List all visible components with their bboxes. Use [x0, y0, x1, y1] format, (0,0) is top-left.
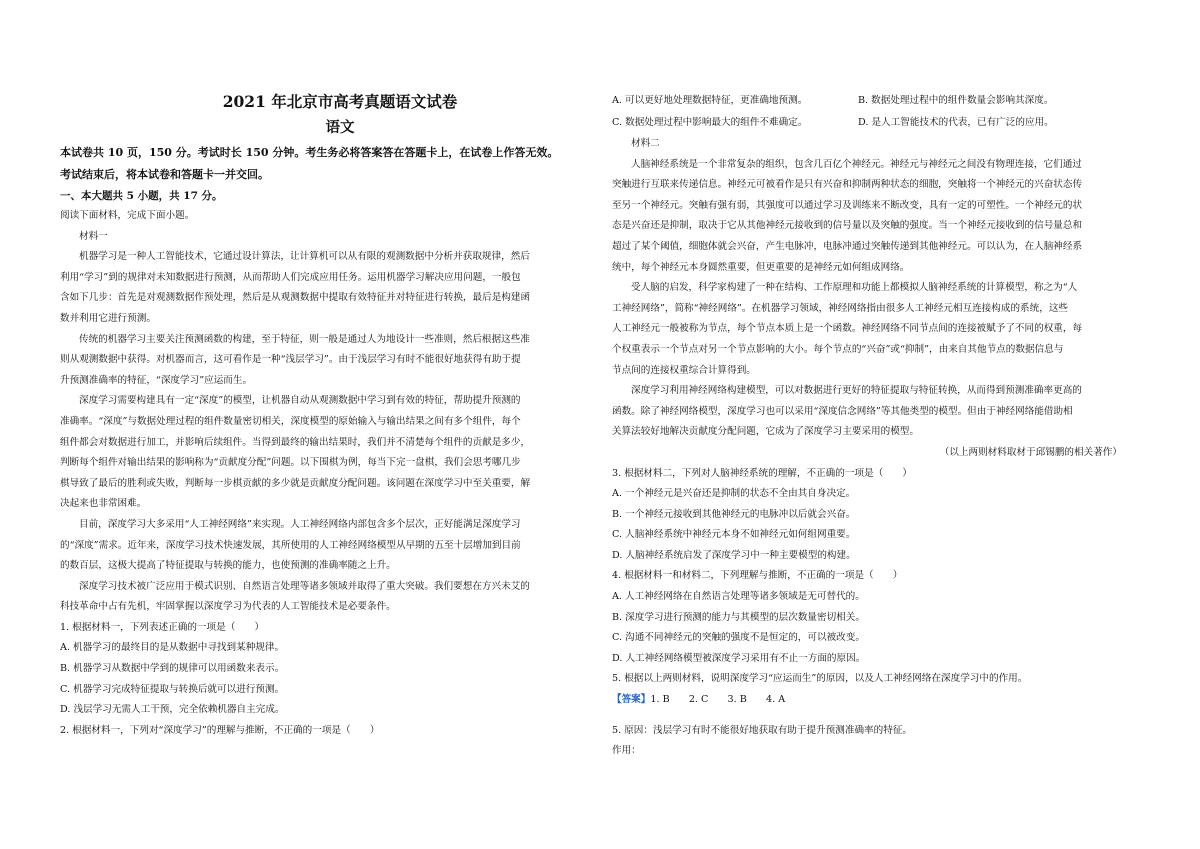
question-2-options-row	[612, 90, 1128, 112]
question-1-stem: 1. 根据材料一，下列表述正确的一项是（ ）	[60, 621, 265, 633]
question-2-option: A. 可以更好地处理数据特征，更准确地预测。	[612, 95, 808, 106]
answer-line	[612, 690, 1128, 711]
section-heading: 一、本大题共 5 小题，共 17 分。	[60, 190, 223, 202]
question-1-option: A. 机器学习的最终目的是从数据中寻找到某种规律。	[60, 642, 285, 654]
material-one-line: 深度学习技术被广泛应用于模式识别、自然语言处理等诸多领域并取得了重大突破。我们要想在方兴未艾的	[79, 580, 530, 592]
question-4-option: D. 人工神经网络模型被深度学习采用有不止一方面的原因。	[612, 652, 866, 664]
material-one-line: 准确率。“深度”与数据处理过程的组件数量密切相关，深度模型的原始输入与输出结果之间有多个组件，每个	[60, 415, 521, 427]
exam-notice-2: 考试结束后，将本试卷和答题卡一并交回。	[60, 168, 269, 181]
material-one-line: 传统的机器学习主要关注预测函数的构建，至于特征，则一般是通过人为地设计一些准则，然后根据这些准	[79, 333, 530, 345]
material-two-line: 人脑神经系统是一个非常复杂的组织，包含几百亿个神经元。神经元与神经元之间没有物理连接，它们通过	[631, 158, 1082, 170]
material-two-line: 态是兴奋还是抑制，取决于它从其他神经元接收到的信号量以及突触的强度。当一个神经元接收到的信号量总和	[612, 220, 1083, 232]
question-3-option: D. 人脑神经系统启发了深度学习中一种主要模型的构建。	[612, 549, 856, 561]
material-two-line: 节点间的连接权重综合计算得到。	[612, 364, 756, 376]
material-one-line: 机器学习是一种人工智能技术，它通过设计算法，让计算机可以从有限的观测数据中分析并获取规律，然后	[79, 251, 530, 263]
material-one-line: 深度学习需要构建具有一定“深度”的模型，让机器自动从观测数据中学习到有效的特征，帮助提升预测的	[79, 395, 521, 407]
material-two-line: 超过了某个阈值，细胞体就会兴奋，产生电脉冲，电脉冲通过突触传递到其他神经元。可以认为，在人脑神经系	[612, 240, 1083, 252]
answer-5-reason: 5. 原因：浅层学习有时不能很好地获取有助于提升预测准确率的特征。	[612, 724, 913, 736]
spacer	[612, 711, 1128, 721]
question-4-option: C. 沟通不同神经元的突触的强度不是恒定的，可以被改变。	[612, 632, 865, 644]
question-3-option: C. 人脑神经系统中神经元本身不如神经元如何组网重要。	[612, 529, 856, 541]
material-one-label: 材料一	[79, 230, 108, 242]
material-one-line: 决起来也非常困难。	[60, 498, 147, 510]
question-1-option: C. 机器学习完成特征提取与转换后就可以进行预测。	[60, 683, 285, 695]
material-one-line: 升预测准确率的特征，“深度学习”应运而生。	[60, 374, 253, 386]
answer-tag: 【答案】	[612, 694, 651, 706]
right-column	[612, 90, 1128, 762]
material-two-line: 统中，每个神经元本身圆然重要，但更重要的是神经元如何组成网络。	[612, 261, 910, 273]
material-source: （以上两则材料取材于邱锡鹏的相关著作）	[939, 446, 1122, 458]
question-3-option: A. 一个神经元是兴奋还是抑制的状态不全由其自身决定。	[612, 488, 856, 500]
material-two-line: 工神经网络”，简称“神经网络”。在机器学习领域，神经网络指由很多人工神经元相互连接构成的系统，这些	[612, 302, 1069, 314]
material-two-line: 深度学习利用神经网络构建模型，可以对数据进行更好的特征提取与特征转换，从而得到预测准确率更高的	[631, 385, 1082, 397]
question-2-option: D. 是人工智能技术的代表，已有广泛的应用。	[858, 117, 1054, 128]
material-one-line: 含如下几步：首先是对观测数据作预处理，然后是从观测数据中提取有效特征并对特征进行转换，最后是构建函	[60, 292, 531, 304]
question-2-option: B. 数据处理过程中的组件数量会影响其深度。	[858, 95, 1054, 106]
question-1-option: B. 机器学习从数据中学到的规律可以用函数来表示。	[60, 663, 285, 675]
material-one-line: 组件都会对数据进行加工，并影响后续组件。当得到最终的输出结果时，我们并不清楚每个组件的贡献是多少，	[60, 436, 531, 448]
question-5-stem: 5. 根据以上两则材料，说明深度学习“应运而生”的原因，以及人工神经网络在深度学习中的作用。	[612, 673, 1028, 685]
material-one-line: 的“深度”需求。近年来，深度学习技术快速发展，其所使用的人工神经网络模型从早期的五至十层增加到目前	[60, 539, 521, 551]
material-two-label: 材料二	[631, 138, 660, 149]
question-4-option: B. 深度学习进行预测的能力与其模型的层次数量密切相关。	[612, 611, 865, 623]
left-column	[60, 90, 600, 741]
material-two-line: 至另一个神经元。突触有强有弱，其强度可以通过学习及训练来不断改变，具有一定的可塑性。一个神经元的状	[612, 199, 1083, 211]
material-one-line: 棋导致了最后的胜利或失败，判断每一步棋贡献的多少就是贡献度分配问题。该问题在深度学习中至关重要，解	[60, 477, 531, 489]
question-1-option: D. 浅层学习无需人工干预，完全依赖机器自主完成。	[60, 704, 285, 716]
material-one-line: 科技革命中占有先机，牢固掌握以深度学习为代表的人工智能技术是必要条件。	[60, 601, 396, 613]
material-one-line: 目前，深度学习大多采用“人工神经网络”来实现。人工神经网络内部包含多个层次，正好能满足深度学习	[79, 518, 521, 530]
material-two-line: 突触进行互联来传递信息。神经元可被看作是只有兴奋和抑制两种状态的细胞，突触将一个神经元的兴奋状态传	[612, 179, 1083, 191]
material-two-line: 关算法较好地解决贡献度分配问题，它成为了深度学习主要采用的模型。	[612, 426, 919, 438]
material-one-line: 利用“学习”到的规律对未知数据进行预测，从而帮助人们完成应用任务。运用机器学习解决应用问题，一般包	[60, 271, 521, 283]
question-3-stem: 3. 根据材料二，下列对人脑神经系统的理解，不正确的一项是（ ）	[612, 467, 913, 479]
material-two-line: 个权重表示一个节点对另一个节点影响的大小。每个节点的“兴奋”或“抑制”，由来自其他节点的数据信息与	[612, 343, 1064, 355]
subject-title: 语文	[325, 119, 355, 136]
answer-values: 1. B 2. C 3. B 4. A	[650, 694, 786, 706]
reading-instruction: 阅读下面材料，完成下面小题。	[60, 210, 195, 221]
material-one-line: 判断每个组件对输出结果的影响称为“贡献度分配”问题。以下围棋为例，每当下完一盘棋，我们会思考哪几步	[60, 457, 521, 469]
material-two-line: 函数。除了神经网络模型，深度学习也可以采用“深度信念网络”等其他类型的模型。但由于神经网络能借助相	[612, 405, 1073, 417]
exam-title: 2021 年北京市高考真题语文试卷	[222, 92, 458, 111]
question-4-stem: 4. 根据材料一和材料二，下列理解与推断，不正确的一项是（ ）	[612, 570, 903, 582]
material-one-line: 则从观测数据中获得。对机器而言，这可看作是一种“浅层学习”。由于浅层学习有时不能很好地获得有助于提	[60, 354, 521, 366]
question-2-options-row	[612, 112, 1128, 134]
material-one-line: 数并利用它进行预测。	[60, 312, 156, 324]
question-2-option: C. 数据处理过程中影响最大的组件不难确定。	[612, 117, 808, 128]
question-3-option: B. 一个神经元接收到其他神经元的电脉冲以后就会兴奋。	[612, 508, 856, 520]
exam-notice-1: 本试卷共 10 页，150 分。考试时长 150 分钟。考生务必将答案答在答题卡上，在试卷上作答无效。	[60, 146, 559, 159]
material-one-line: 的数百层，这极大提高了特征提取与转换的能力，也使预测的准确率随之上升。	[60, 560, 396, 572]
question-4-option: A. 人工神经网络在自然语言处理等诸多领域是无可替代的。	[612, 591, 865, 603]
question-2-stem: 2. 根据材料一，下列对“深度学习”的理解与推断，不正确的一项是（ ）	[60, 724, 380, 736]
material-two-line: 人工神经元一般被称为节点，每个节点本质上是一个函数。神经网络不同节点间的连接被赋予了不同的权重，每	[612, 323, 1083, 335]
material-two-line: 受人脑的启发，科学家构建了一种在结构、工作原理和功能上都模拟人脑神经系统的计算模型，称之为“人	[631, 282, 1078, 294]
answer-5-role: 作用：	[612, 745, 641, 757]
